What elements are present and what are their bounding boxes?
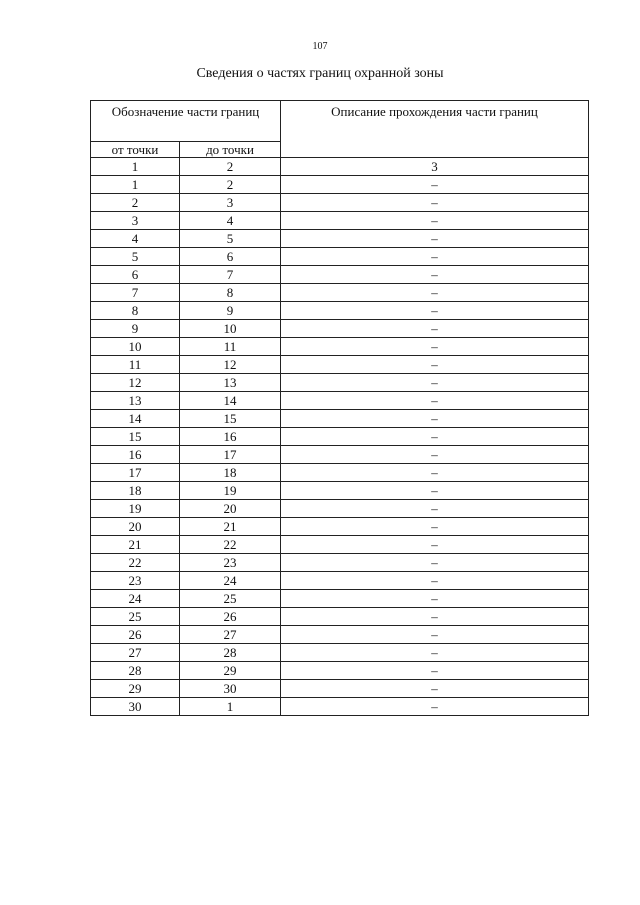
to-point-cell: 14 bbox=[180, 392, 281, 410]
description-cell: – bbox=[281, 644, 589, 662]
from-point-cell: 18 bbox=[91, 482, 180, 500]
column-number-3: 3 bbox=[281, 158, 589, 176]
description-cell: – bbox=[281, 680, 589, 698]
from-point-cell: 8 bbox=[91, 302, 180, 320]
description-cell: – bbox=[281, 482, 589, 500]
from-point-cell: 21 bbox=[91, 536, 180, 554]
table-row bbox=[91, 662, 589, 680]
to-point-cell: 7 bbox=[180, 266, 281, 284]
table-row bbox=[91, 284, 589, 302]
table-row bbox=[91, 626, 589, 644]
to-point-cell: 16 bbox=[180, 428, 281, 446]
from-point-cell: 16 bbox=[91, 446, 180, 464]
to-point-cell: 15 bbox=[180, 410, 281, 428]
table-header-row bbox=[91, 101, 589, 142]
to-point-cell: 2 bbox=[180, 176, 281, 194]
description-cell: – bbox=[281, 194, 589, 212]
table-row bbox=[91, 698, 589, 716]
to-point-cell: 20 bbox=[180, 500, 281, 518]
from-point-cell: 10 bbox=[91, 338, 180, 356]
to-point-cell: 27 bbox=[180, 626, 281, 644]
table-row bbox=[91, 554, 589, 572]
description-cell: – bbox=[281, 410, 589, 428]
to-point-cell: 28 bbox=[180, 644, 281, 662]
table-row bbox=[91, 320, 589, 338]
description-cell: – bbox=[281, 572, 589, 590]
boundary-parts-table bbox=[90, 100, 589, 716]
table-row bbox=[91, 680, 589, 698]
table-row bbox=[91, 374, 589, 392]
description-cell: – bbox=[281, 626, 589, 644]
from-point-cell: 3 bbox=[91, 212, 180, 230]
from-point-cell: 15 bbox=[91, 428, 180, 446]
description-cell: – bbox=[281, 698, 589, 716]
document-title: Сведения о частях границ охранной зоны bbox=[196, 66, 444, 81]
from-point-cell: 12 bbox=[91, 374, 180, 392]
table-row bbox=[91, 392, 589, 410]
to-point-cell: 25 bbox=[180, 590, 281, 608]
to-point-cell: 11 bbox=[180, 338, 281, 356]
to-point-cell: 1 bbox=[180, 698, 281, 716]
table-row bbox=[91, 338, 589, 356]
table-row bbox=[91, 608, 589, 626]
header-to-point: до точки bbox=[180, 142, 281, 158]
table-row bbox=[91, 410, 589, 428]
description-cell: – bbox=[281, 266, 589, 284]
from-point-cell: 1 bbox=[91, 176, 180, 194]
description-cell: – bbox=[281, 176, 589, 194]
header-description: Описание прохождения части границ bbox=[281, 101, 589, 158]
from-point-cell: 5 bbox=[91, 248, 180, 266]
to-point-cell: 6 bbox=[180, 248, 281, 266]
to-point-cell: 8 bbox=[180, 284, 281, 302]
to-point-cell: 23 bbox=[180, 554, 281, 572]
description-cell: – bbox=[281, 464, 589, 482]
from-point-cell: 9 bbox=[91, 320, 180, 338]
description-cell: – bbox=[281, 212, 589, 230]
description-cell: – bbox=[281, 338, 589, 356]
from-point-cell: 7 bbox=[91, 284, 180, 302]
table-row bbox=[91, 572, 589, 590]
from-point-cell: 17 bbox=[91, 464, 180, 482]
description-cell: – bbox=[281, 500, 589, 518]
table-row bbox=[91, 518, 589, 536]
header-from-point: от точки bbox=[91, 142, 180, 158]
table-row bbox=[91, 302, 589, 320]
description-cell: – bbox=[281, 392, 589, 410]
header-boundary-designation: Обозначение части границ bbox=[91, 101, 281, 142]
to-point-cell: 10 bbox=[180, 320, 281, 338]
table-row bbox=[91, 590, 589, 608]
table-row bbox=[91, 464, 589, 482]
table-row bbox=[91, 248, 589, 266]
table-row bbox=[91, 428, 589, 446]
to-point-cell: 19 bbox=[180, 482, 281, 500]
table-row bbox=[91, 212, 589, 230]
description-cell: – bbox=[281, 356, 589, 374]
to-point-cell: 12 bbox=[180, 356, 281, 374]
description-cell: – bbox=[281, 554, 589, 572]
to-point-cell: 9 bbox=[180, 302, 281, 320]
from-point-cell: 30 bbox=[91, 698, 180, 716]
column-numbers-row bbox=[91, 158, 589, 176]
table-row bbox=[91, 482, 589, 500]
from-point-cell: 26 bbox=[91, 626, 180, 644]
description-cell: – bbox=[281, 374, 589, 392]
table-row bbox=[91, 644, 589, 662]
description-cell: – bbox=[281, 230, 589, 248]
to-point-cell: 17 bbox=[180, 446, 281, 464]
to-point-cell: 4 bbox=[180, 212, 281, 230]
description-cell: – bbox=[281, 302, 589, 320]
to-point-cell: 26 bbox=[180, 608, 281, 626]
to-point-cell: 29 bbox=[180, 662, 281, 680]
from-point-cell: 19 bbox=[91, 500, 180, 518]
to-point-cell: 21 bbox=[180, 518, 281, 536]
to-point-cell: 3 bbox=[180, 194, 281, 212]
description-cell: – bbox=[281, 446, 589, 464]
description-cell: – bbox=[281, 590, 589, 608]
table-row bbox=[91, 176, 589, 194]
from-point-cell: 24 bbox=[91, 590, 180, 608]
description-cell: – bbox=[281, 320, 589, 338]
to-point-cell: 24 bbox=[180, 572, 281, 590]
from-point-cell: 4 bbox=[91, 230, 180, 248]
description-cell: – bbox=[281, 608, 589, 626]
from-point-cell: 22 bbox=[91, 554, 180, 572]
table-row bbox=[91, 356, 589, 374]
from-point-cell: 25 bbox=[91, 608, 180, 626]
to-point-cell: 30 bbox=[180, 680, 281, 698]
description-cell: – bbox=[281, 662, 589, 680]
table-row bbox=[91, 230, 589, 248]
table-row bbox=[91, 536, 589, 554]
from-point-cell: 2 bbox=[91, 194, 180, 212]
description-cell: – bbox=[281, 536, 589, 554]
to-point-cell: 13 bbox=[180, 374, 281, 392]
description-cell: – bbox=[281, 518, 589, 536]
from-point-cell: 13 bbox=[91, 392, 180, 410]
column-number-2: 2 bbox=[180, 158, 281, 176]
table-row bbox=[91, 500, 589, 518]
to-point-cell: 22 bbox=[180, 536, 281, 554]
page-number: 107 bbox=[312, 41, 328, 52]
from-point-cell: 20 bbox=[91, 518, 180, 536]
from-point-cell: 29 bbox=[91, 680, 180, 698]
from-point-cell: 11 bbox=[91, 356, 180, 374]
from-point-cell: 14 bbox=[91, 410, 180, 428]
from-point-cell: 28 bbox=[91, 662, 180, 680]
table-row bbox=[91, 266, 589, 284]
from-point-cell: 6 bbox=[91, 266, 180, 284]
column-number-1: 1 bbox=[91, 158, 180, 176]
to-point-cell: 5 bbox=[180, 230, 281, 248]
description-cell: – bbox=[281, 248, 589, 266]
table-row bbox=[91, 446, 589, 464]
table-row bbox=[91, 194, 589, 212]
description-cell: – bbox=[281, 428, 589, 446]
to-point-cell: 18 bbox=[180, 464, 281, 482]
from-point-cell: 23 bbox=[91, 572, 180, 590]
description-cell: – bbox=[281, 284, 589, 302]
from-point-cell: 27 bbox=[91, 644, 180, 662]
